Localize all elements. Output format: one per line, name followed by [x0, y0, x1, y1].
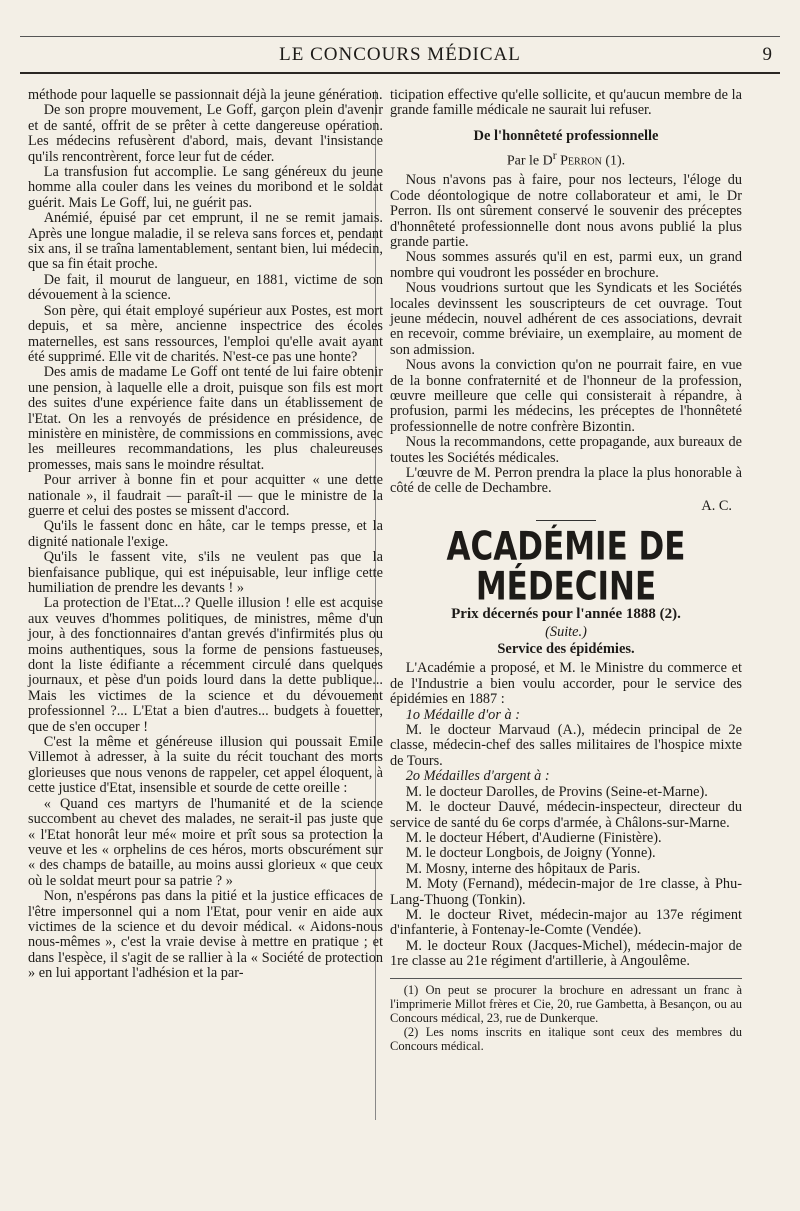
suite-label: (Suite.) — [545, 623, 587, 640]
paragraph: L'Académie a proposé, et M. le Ministre du commerce et de l'Industrie a bien voulu accorder, pour le service des épidémies en 1887 : — [390, 660, 742, 708]
paragraph: Non, n'espérons pas dans la pitié et la justice efficaces de l'être impersonnel qui a nom l'Etat, pour venir en aide aux victimes de la science et du devoir médical. « Aidons-nous nous-mêmes », c'est la vraie devise à mettre en pratique ; et dans l'espèce, il s'agit de se rallier à la « Société de protection » en lui apportant l'adhésion et la par- — [28, 888, 383, 982]
article-byline: Par le $D^r$ Perron (1). — [506, 149, 626, 169]
paragraph: ticipation effective qu'elle sollicite, et qu'aucun membre de la grande famille médicale ne saurait lui refuser. — [390, 87, 742, 119]
laureate: M. le docteur Rivet, médecin-major au 137e régiment d'infanterie, à Fontenay-le-Comte (Vendée). — [390, 906, 742, 939]
paragraph: L'œuvre de M. Perron prendra la place la plus honorable à côté de celle de Dechambre. — [390, 465, 742, 497]
paragraph: Pour arriver à bonne fin et pour acquitter « une dette nationale », il faudrait — paraît-il — que le ministre de la guerre et celui des postes se missent d'accord. — [28, 472, 383, 519]
paragraph: Des amis de madame Le Goff ont tenté de lui faire obtenir une pension, à laquelle elle a droit, puisque son fils est mort des suites d'une expérience faite dans un établissement de l'Etat. On les a renvoyés de présidence en présidence, de ministère en ministère, de commissions en commissions, avec les meilleures recommandations, les plus chaleureuses promesses, mais sans le moindre résultat. — [28, 364, 383, 473]
prize-heading: Prix décernés pour l'année 1888 (2). — [451, 606, 681, 623]
laureate: M. le docteur Longbois, de Joigny (Yonne). — [405, 845, 656, 862]
left-column — [28, 88, 383, 982]
page-header — [20, 36, 780, 74]
journal-title: LE CONCOURS MÉDICAL — [279, 44, 521, 65]
laureate: M. le docteur Hébert, d'Audierne (Finistère). — [405, 829, 662, 846]
laureate: M. le docteur Marvaud (A.), médecin principal de 2e classe, médecin-chef des salles militaires de l'hospice mixte de Tours. — [390, 722, 742, 769]
paragraph: Qu'ils le fassent vite, s'ils ne veulent pas que la bienfaisance publique, qui est inépuisable, leur inflige cette humiliation de prendre les devants ! » — [28, 549, 383, 596]
medal-label: 1o Médaille d'or à : — [405, 706, 520, 723]
paragraph: De fait, il mourut de langueur, en 1881, victime de son dévouement à la science. — [28, 271, 383, 304]
paragraph: Anémié, épuisé par cet emprunt, il ne se remit jamais. Après une longue maladie, il se releva sans forces et, pendant six ans, il se traîna lamentablement, sentant bien, lui médecin, que sa fin était proche. — [28, 210, 383, 273]
laureate: M. le docteur Darolles, de Provins (Seine-et-Marne). — [405, 783, 708, 800]
paragraph: Nous n'avons pas à faire, pour nos lecteurs, l'éloge du Code déontologique de notre collaborateur et ami, le Dr Perron. Ils ont sûrement conservé le souvenir des préceptes d'honnêteté professionnelle dont nous avons publié la plus grande partie. — [390, 172, 742, 250]
paragraph: Son père, qui était employé supérieur aux Postes, est mort depuis, et sa mère, ancienne inspectrice des écoles maternelles, est sans ressources, l'emploi qu'elle avait ayant été supprimé. Elle vit de charités. N'est-ce pas une honte? — [28, 302, 383, 365]
paragraph: méthode pour laquelle se passionnait déjà la jeune génération. — [28, 87, 383, 103]
service-heading: Service des épidémies. — [497, 641, 635, 658]
footnote: (2) Les noms inscrits en italique sont ceux des membres du Concours médical. — [390, 1024, 742, 1053]
laureate: M. Moty (Fernand), médecin-major de 1re classe, à Phu-Lang-Thuong (Tonkin). — [390, 876, 742, 908]
paragraph: Nous voudrions surtout que les Syndicats et les Sociétés locales devinssent les souscripteurs de cet ouvrage. Tout jeune médecin, nouvel adhérent de ces associations, devrait en recevoir, comme bréviaire, un exemplaire, au moment de son admission. — [390, 280, 742, 358]
page-number: 9 — [762, 44, 772, 65]
laureate: M. Mosny, interne des hôpitaux de Paris. — [405, 860, 641, 877]
medal-label: 2o Médailles d'argent à : — [405, 768, 550, 785]
paragraph: C'est la même et généreuse illusion qui poussait Emile Villemot à adresser, à la suite du récit touchant des morts glorieuses que nous venons de rappeler, cet appel éloquent, à cette justice d'Etat, insensible et sourde de cette oreille : — [28, 734, 383, 797]
divider — [536, 520, 596, 521]
article-heading: De l'honnêteté professionnelle — [473, 127, 659, 144]
right-column — [390, 88, 742, 1053]
paragraph: Nous sommes assurés qu'il en est, parmi eux, un grand nombre qui voudront les posséder en brochure. — [390, 249, 742, 281]
paragraph: Nous la recommandons, cette propagande, aux bureaux de toutes les Sociétés médicales. — [390, 434, 742, 466]
paragraph: De son propre mouvement, Le Goff, garçon plein d'avenir et de santé, offrit de se prêter à cette dangereuse opération. Les médecins refusèrent d'abord, mais, devant l'insistance qu'ils rencontrèrent, force leur fut de céder. — [28, 102, 383, 165]
footnotes — [390, 978, 742, 1053]
footnote: (1) On peut se procurer la brochure en adressant un franc à l'imprimerie Millot frères et Cie, 20, rue Gambetta, à Besançon, ou au Concours médical, 23, rue de Dunkerque. — [390, 982, 742, 1025]
laureate: M. le docteur Dauvé, médecin-inspecteur, directeur du service de santé du 6e corps d'armée, à Châlons-sur-Marne. — [390, 799, 742, 831]
paragraph: La transfusion fut accomplie. Le sang généreux du jeune homme alla couler dans les veines du moribond et le soldat guérit. Mais Le Goff, lui, ne guérit pas. — [28, 164, 383, 211]
paragraph: La protection de l'Etat...? Quelle illusion ! elle est acquise aux veuves d'hommes politiques, de ministres, même d'un jour, à des fonctionnaires d'antan grevés d'infirmités plus ou moins authentiques, sous la forme de pensions fastueuses, dont la liste édifiante a récemment circulé dans quelques journaux, et pèse d'un poids lourd dans la dette publique... Mais les victimes de la science et du dévouement professionnel ?... L'Etat a bien d'autres... budgets à fouetter, que de s'en occuper ! — [28, 595, 383, 735]
paragraph: Qu'ils le fassent donc en hâte, car le temps presse, et la dignité nationale l'exige. — [28, 518, 383, 550]
laureate: M. le docteur Roux (Jacques-Michel), médecin-major de 1re classe au 21e régiment d'artillerie, à Angoulême. — [390, 937, 742, 970]
paragraph: « Quand ces martyrs de l'humanité et de la science succombent au chevet des malades, ne serait-il pas juste que « l'Etat honorât leur mé« moire et prît sous sa protection la veuve et les « orphelins de ces héros, morts obscurément sur « des champs de bataille, au moins aussi glorieux « que ceux où le soldat meurt pour sa patrie ? » — [28, 795, 383, 889]
signature: A. C. — [701, 497, 732, 514]
paragraph: Nous avons la conviction qu'on ne pourrait faire, en vue de la bonne confraternité et de l'honneur de la profession, œuvre meilleure que celle qui consisterait à répandre, à profusion, parmi les médecins, les préceptes de l'honnêteté professionnelle de notre confrère Bizontin. — [390, 357, 742, 435]
section-title: ACADÉMIE DE MÉDECINE — [446, 524, 686, 610]
author-name: Perron — [560, 153, 602, 169]
